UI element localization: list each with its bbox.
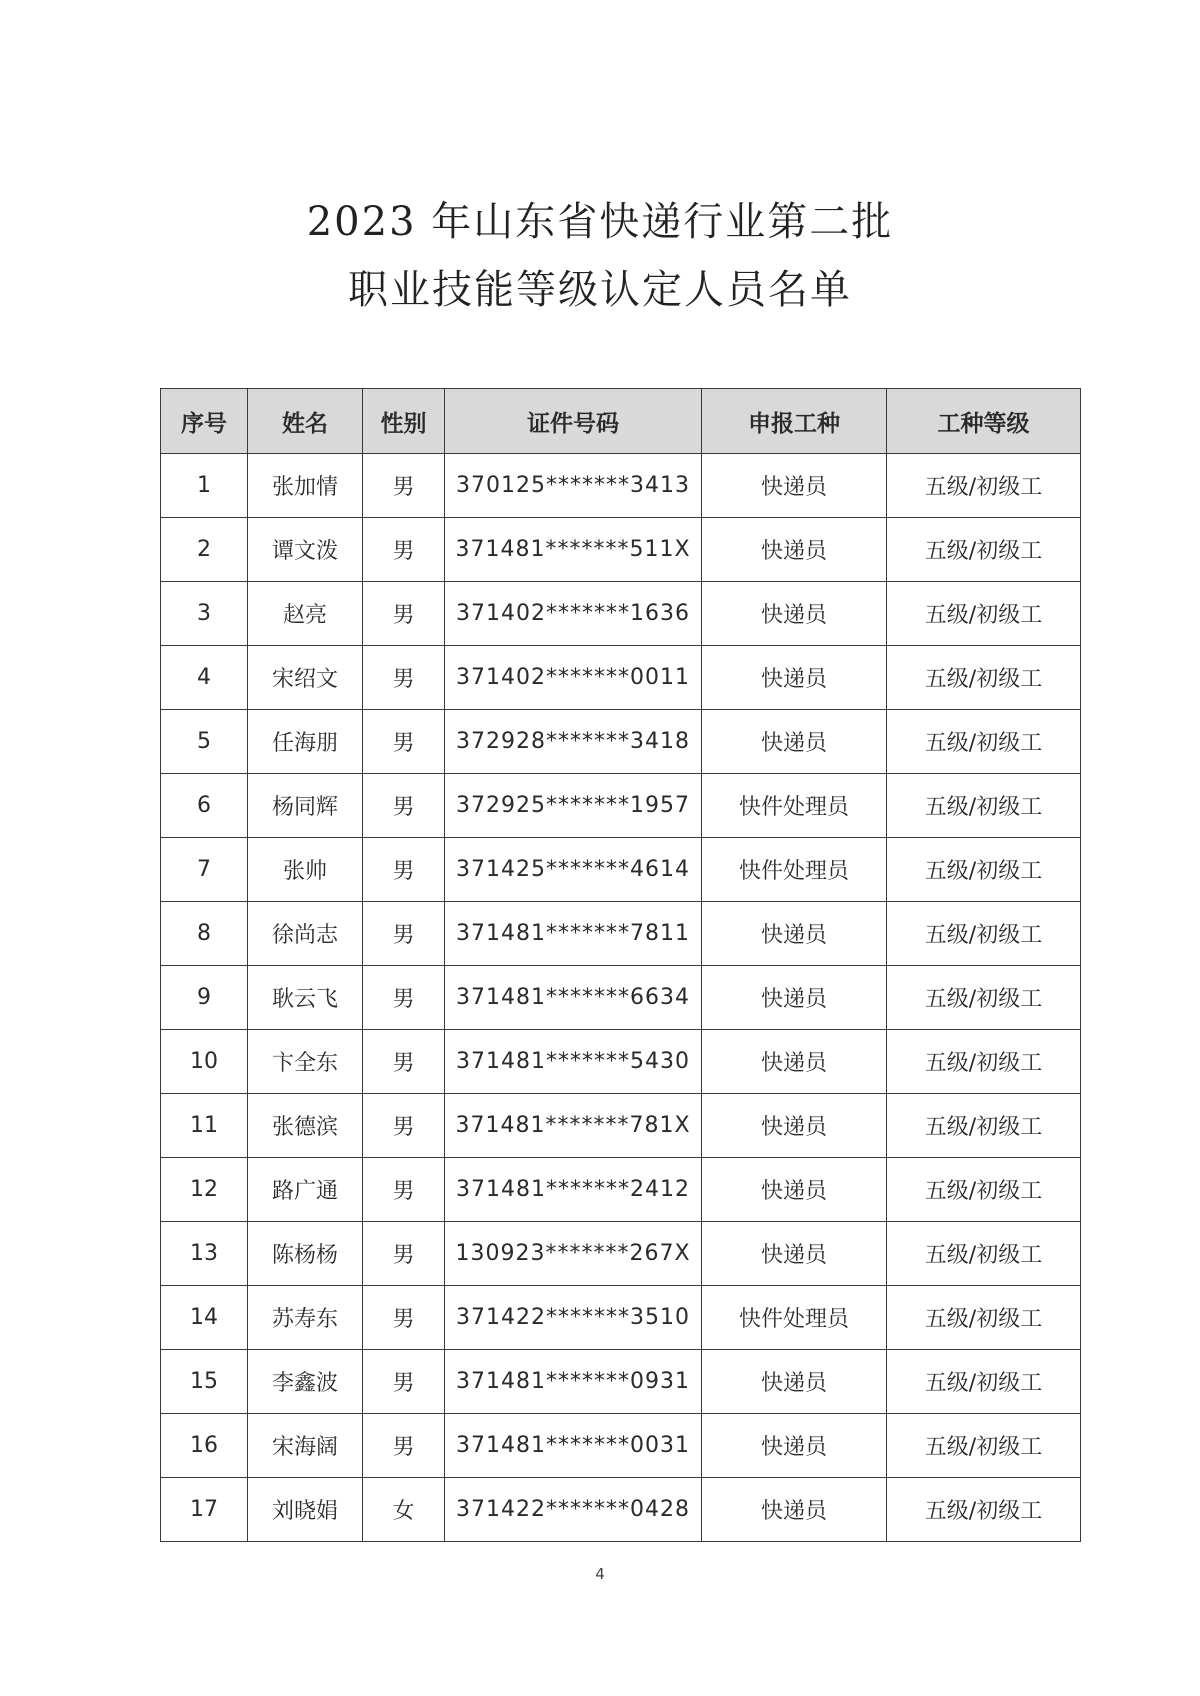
header-job-level: 工种等级	[887, 389, 1081, 454]
cell-id-number: 371481*******781X	[445, 1094, 702, 1158]
cell-name: 刘晓娟	[248, 1478, 363, 1542]
cell-gender: 男	[363, 1286, 445, 1350]
cell-name: 谭文泼	[248, 518, 363, 582]
page-number: 4	[595, 1565, 605, 1583]
cell-serial-number: 1	[161, 454, 248, 518]
cell-id-number: 372925*******1957	[445, 774, 702, 838]
cell-id-number: 371422*******0428	[445, 1478, 702, 1542]
cell-id-number: 371402*******0011	[445, 646, 702, 710]
cell-name: 赵亮	[248, 582, 363, 646]
cell-gender: 男	[363, 582, 445, 646]
cell-gender: 男	[363, 1222, 445, 1286]
table-row	[161, 710, 1081, 774]
cell-job-level: 五级/初级工	[887, 518, 1081, 582]
cell-job-type: 快递员	[702, 1030, 887, 1094]
table-row	[161, 966, 1081, 1030]
table-row	[161, 774, 1081, 838]
cell-job-type: 快件处理员	[702, 1286, 887, 1350]
cell-gender: 男	[363, 646, 445, 710]
cell-id-number: 371481*******2412	[445, 1158, 702, 1222]
cell-id-number: 371422*******3510	[445, 1286, 702, 1350]
cell-job-level: 五级/初级工	[887, 1030, 1081, 1094]
cell-job-level: 五级/初级工	[887, 774, 1081, 838]
cell-job-type: 快递员	[702, 966, 887, 1030]
cell-job-level: 五级/初级工	[887, 454, 1081, 518]
cell-job-type: 快递员	[702, 1222, 887, 1286]
cell-gender: 男	[363, 838, 445, 902]
cell-name: 徐尚志	[248, 902, 363, 966]
cell-name: 路广通	[248, 1158, 363, 1222]
table-row	[161, 454, 1081, 518]
cell-gender: 男	[363, 1030, 445, 1094]
cell-id-number: 371481*******0031	[445, 1414, 702, 1478]
cell-gender: 男	[363, 966, 445, 1030]
cell-id-number: 371402*******1636	[445, 582, 702, 646]
cell-name: 杨同辉	[248, 774, 363, 838]
cell-serial-number: 5	[161, 710, 248, 774]
cell-serial-number: 16	[161, 1414, 248, 1478]
cell-gender: 男	[363, 454, 445, 518]
cell-gender: 男	[363, 518, 445, 582]
cell-id-number: 371481*******0931	[445, 1350, 702, 1414]
page-title-line-2: 职业技能等级认定人员名单	[348, 267, 852, 313]
cell-name: 耿云飞	[248, 966, 363, 1030]
cell-job-type: 快件处理员	[702, 838, 887, 902]
cell-serial-number: 15	[161, 1350, 248, 1414]
cell-job-type: 快递员	[702, 710, 887, 774]
header-job-type: 申报工种	[702, 389, 887, 454]
cell-serial-number: 8	[161, 902, 248, 966]
cell-gender: 男	[363, 1158, 445, 1222]
table-row	[161, 902, 1081, 966]
cell-job-level: 五级/初级工	[887, 710, 1081, 774]
cell-id-number: 372928*******3418	[445, 710, 702, 774]
cell-job-level: 五级/初级工	[887, 966, 1081, 1030]
cell-name: 宋海阔	[248, 1414, 363, 1478]
cell-gender: 男	[363, 1350, 445, 1414]
cell-job-level: 五级/初级工	[887, 1094, 1081, 1158]
cell-name: 卞全东	[248, 1030, 363, 1094]
table-row	[161, 646, 1081, 710]
table-row	[161, 1222, 1081, 1286]
cell-job-level: 五级/初级工	[887, 582, 1081, 646]
table-row	[161, 1350, 1081, 1414]
cell-job-level: 五级/初级工	[887, 1286, 1081, 1350]
page-title-line-1: 2023 年山东省快递行业第二批	[306, 199, 894, 245]
cell-serial-number: 6	[161, 774, 248, 838]
cell-job-level: 五级/初级工	[887, 838, 1081, 902]
cell-job-level: 五级/初级工	[887, 1158, 1081, 1222]
cell-serial-number: 3	[161, 582, 248, 646]
table-body	[161, 454, 1081, 1542]
table-row	[161, 838, 1081, 902]
cell-job-type: 快递员	[702, 1094, 887, 1158]
cell-id-number: 370125*******3413	[445, 454, 702, 518]
cell-serial-number: 12	[161, 1158, 248, 1222]
header-id-number: 证件号码	[445, 389, 702, 454]
table-row	[161, 582, 1081, 646]
table-row	[161, 1414, 1081, 1478]
cell-job-type: 快递员	[702, 1478, 887, 1542]
table-row	[161, 1478, 1081, 1542]
cell-gender: 男	[363, 710, 445, 774]
cell-id-number: 371481*******5430	[445, 1030, 702, 1094]
cell-gender: 男	[363, 1414, 445, 1478]
table-row	[161, 1094, 1081, 1158]
cell-serial-number: 13	[161, 1222, 248, 1286]
cell-job-level: 五级/初级工	[887, 902, 1081, 966]
table-header-row	[161, 389, 1081, 454]
cell-serial-number: 11	[161, 1094, 248, 1158]
cell-job-type: 快递员	[702, 582, 887, 646]
cell-name: 任海朋	[248, 710, 363, 774]
cell-id-number: 371481*******7811	[445, 902, 702, 966]
cell-id-number: 371481*******6634	[445, 966, 702, 1030]
cell-job-type: 快递员	[702, 518, 887, 582]
cell-serial-number: 14	[161, 1286, 248, 1350]
cell-serial-number: 2	[161, 518, 248, 582]
cell-job-type: 快件处理员	[702, 774, 887, 838]
table-row	[161, 518, 1081, 582]
cell-name: 张加情	[248, 454, 363, 518]
cell-job-level: 五级/初级工	[887, 646, 1081, 710]
cell-job-type: 快递员	[702, 454, 887, 518]
cell-job-level: 五级/初级工	[887, 1222, 1081, 1286]
cell-name: 张帅	[248, 838, 363, 902]
personnel-table	[160, 388, 1081, 1542]
cell-gender: 男	[363, 902, 445, 966]
cell-serial-number: 10	[161, 1030, 248, 1094]
cell-gender: 男	[363, 774, 445, 838]
cell-job-level: 五级/初级工	[887, 1478, 1081, 1542]
table-row	[161, 1286, 1081, 1350]
cell-id-number: 371481*******511X	[445, 518, 702, 582]
cell-job-level: 五级/初级工	[887, 1414, 1081, 1478]
cell-name: 宋绍文	[248, 646, 363, 710]
cell-job-type: 快递员	[702, 1158, 887, 1222]
cell-name: 苏寿东	[248, 1286, 363, 1350]
cell-job-type: 快递员	[702, 1414, 887, 1478]
table-row	[161, 1158, 1081, 1222]
cell-id-number: 371425*******4614	[445, 838, 702, 902]
cell-name: 张德滨	[248, 1094, 363, 1158]
table-row	[161, 1030, 1081, 1094]
cell-serial-number: 9	[161, 966, 248, 1030]
cell-job-type: 快递员	[702, 902, 887, 966]
header-serial-number: 序号	[161, 389, 248, 454]
cell-name: 李鑫波	[248, 1350, 363, 1414]
cell-serial-number: 7	[161, 838, 248, 902]
cell-name: 陈杨杨	[248, 1222, 363, 1286]
cell-job-type: 快递员	[702, 1350, 887, 1414]
cell-serial-number: 4	[161, 646, 248, 710]
cell-gender: 男	[363, 1094, 445, 1158]
cell-serial-number: 17	[161, 1478, 248, 1542]
header-name: 姓名	[248, 389, 363, 454]
cell-id-number: 130923*******267X	[445, 1222, 702, 1286]
cell-gender: 女	[363, 1478, 445, 1542]
cell-job-level: 五级/初级工	[887, 1350, 1081, 1414]
header-gender: 性别	[363, 389, 445, 454]
cell-job-type: 快递员	[702, 646, 887, 710]
